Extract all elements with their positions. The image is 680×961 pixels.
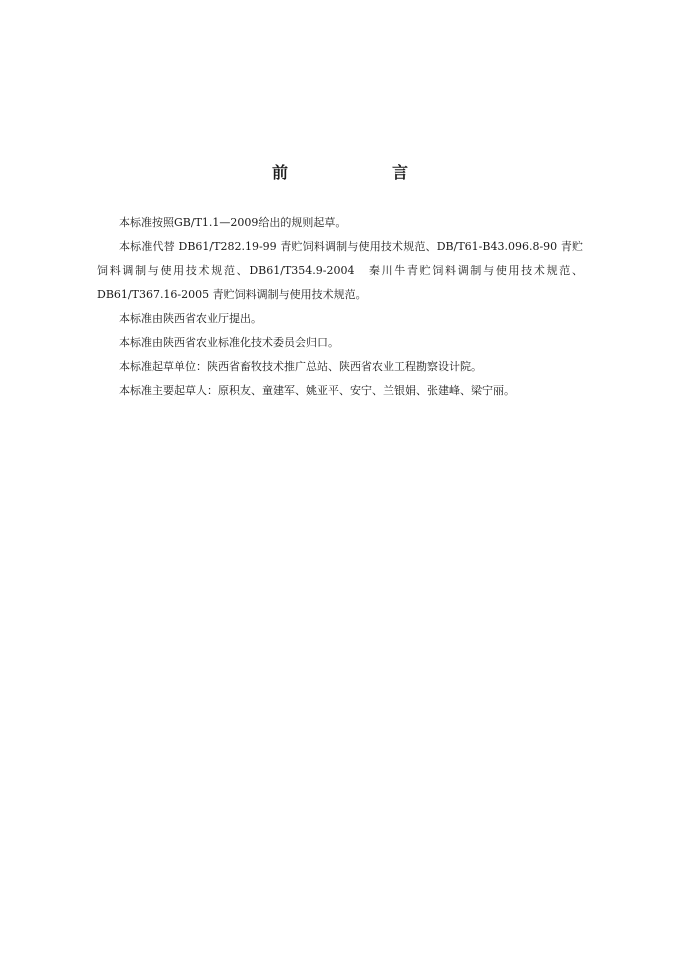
- paragraph-drafters: 本标准主要起草人：原积友、童建军、姚亚平、安宁、兰银娟、张建峰、梁宁丽。: [119, 384, 515, 397]
- paragraph-drafting-rules: 本标准按照GB/T1.1—2009给出的规则起草。: [119, 216, 347, 229]
- paragraph-drafting-units: 本标准起草单位：陕西省畜牧技术推广总站、陕西省农业工程勘察设计院。: [119, 360, 482, 373]
- paragraph-replaces: 本标准代替 DB61/T282.19-99 青贮饲料调制与使用技术规范、DB/T61-B43.096.8-90 青贮饲料调制与使用技术规范、DB61/T354.9-2004 秦川牛青贮饲料调制与使用技术规范、DB61/T367.16-2005 青贮饲料调制与使用技术规范。: [97, 240, 583, 301]
- foreword-body: [97, 211, 583, 403]
- paragraph-proposed-by: 本标准由陕西省农业厅提出。: [119, 312, 262, 325]
- paragraph-centralized-by: 本标准由陕西省农业标准化技术委员会归口。: [119, 336, 339, 349]
- page-title: 前 言: [271, 163, 452, 182]
